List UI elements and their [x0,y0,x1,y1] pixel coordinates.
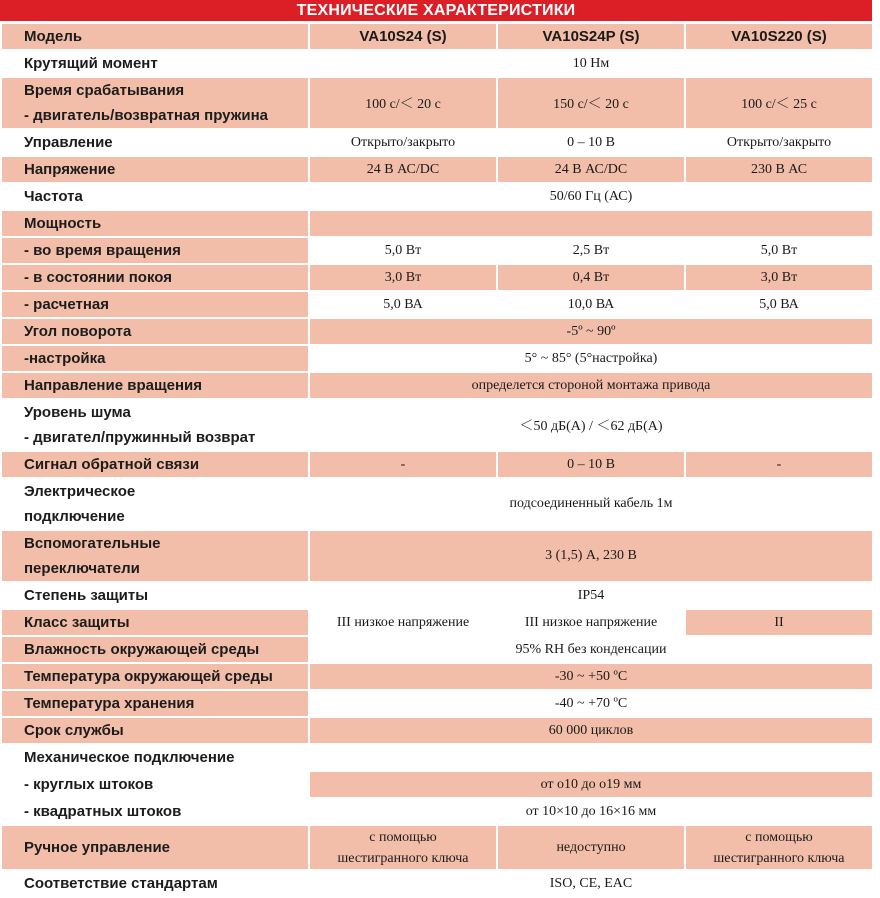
row-manual [1,825,873,870]
row-value-2: 150 с/＜ 20 с [497,77,685,129]
row-label [1,399,309,451]
row-frequency [1,183,873,210]
row-angle [1,318,873,345]
row-label: Крутящий момент [1,50,309,77]
row-label-line1: Электрическое [24,483,136,500]
row-time [1,77,873,129]
spec-table [0,22,874,898]
row-value-1: - [309,451,497,478]
row-label-line2: подключение [24,508,125,525]
row-label [1,478,309,530]
row-mech-square [1,798,873,825]
row-lifetime [1,717,873,744]
row-label: Влажность окружающей среды [1,636,309,663]
row-label-line2: - двигатель/возвратная пружина [24,107,268,124]
row-label-line1: Вспомогательные [24,535,161,552]
row-label-line1: Время срабатывания [24,82,185,99]
row-value-1-line2: шестигранного ключа [337,850,469,866]
row-label: Мощность [1,210,309,237]
row-label: Направление вращения [1,372,309,399]
row-label-line2: - двигател/пружинный возврат [24,429,256,446]
row-value: от 10×10 до 16×16 мм [309,798,873,825]
row-label: Напряжение [1,156,309,183]
row-mech [1,744,873,771]
row-humidity [1,636,873,663]
row-value-1: 5,0 ВА [309,291,497,318]
row-value: от о10 до о19 мм [309,771,873,798]
row-label: Частота [1,183,309,210]
row-value-1: 24 В АС/DС [309,156,497,183]
row-power-rated [1,291,873,318]
header-row [1,23,873,50]
row-value-3-line1: с помощью [745,829,813,845]
row-angle-adjust [1,345,873,372]
row-value-2: 24 В АС/DС [497,156,685,183]
row-power [1,210,873,237]
row-label: - расчетная [1,291,309,318]
row-label: -настройка [1,345,309,372]
row-label: - в состоянии покоя [1,264,309,291]
row-label: Степень защиты [1,582,309,609]
row-value-1 [309,825,497,870]
row-feedback [1,451,873,478]
row-value: 5° ~ 85° (5°настройка) [309,345,873,372]
row-value-3: 230 В АС [685,156,873,183]
row-value-1: Открыто/закрыто [309,129,497,156]
row-value-1: 5,0 Вт [309,237,497,264]
row-power-rest [1,264,873,291]
model-2: VA10S24P (S) [497,23,685,50]
row-value: 95% RH без конденсации [309,636,873,663]
row-value-3: Открыто/закрыто [685,129,873,156]
row-label: - во время вращения [1,237,309,264]
row-label: - квадратных штоков [1,798,309,825]
row-label: Соответствие стандартам [1,870,309,897]
row-class [1,609,873,636]
row-electrical [1,478,873,530]
row-value-3: - [685,451,873,478]
row-value-3: 5,0 Вт [685,237,873,264]
row-value: 10 Нм [309,50,873,77]
row-value-1-line1: с помощью [369,829,437,845]
row-mech-round [1,771,873,798]
row-label-line1: Уровень шума [24,404,131,421]
row-noise [1,399,873,451]
row-value-1: 100 с/＜ 20 с [309,77,497,129]
row-value: определется стороной монтажа привода [309,372,873,399]
row-value: 50/60 Гц (АС) [309,183,873,210]
row-value-3-line2: шестигранного ключа [713,850,845,866]
row-label: Сигнал обратной связи [1,451,309,478]
row-value: ＜50 дБ(А) / ＜62 дБ(А) [309,399,873,451]
row-storage-temp [1,690,873,717]
row-label: Температура окружающей среды [1,663,309,690]
row-value: подсоединенный кабель 1м [309,478,873,530]
row-label: Срок службы [1,717,309,744]
model-1: VA10S24 (S) [309,23,497,50]
row-torque [1,50,873,77]
row-label: - круглых штоков [1,771,309,798]
row-value-3: 5,0 ВА [685,291,873,318]
row-label: Управление [1,129,309,156]
row-value: 60 000 циклов [309,717,873,744]
row-value-1: III низкое напряжение [309,609,497,636]
row-label: Ручное управление [1,825,309,870]
row-value-1: 3,0 Вт [309,264,497,291]
row-value: 3 (1,5) А, 230 В [309,530,873,582]
row-value: -5º ~ 90º [309,318,873,345]
row-ip [1,582,873,609]
row-power-run [1,237,873,264]
row-value-2: 0 – 10 В [497,451,685,478]
row-value-3: 100 с/＜ 25 с [685,77,873,129]
row-value-3 [685,825,873,870]
row-label [1,530,309,582]
row-label: Температура хранения [1,690,309,717]
row-ambient-temp [1,663,873,690]
row-value-2: III низкое напряжение [497,609,685,636]
row-label: Класс защиты [1,609,309,636]
row-label-line2: переключатели [24,560,140,577]
row-value-2: недоступно [497,825,685,870]
row-value-2: 10,0 ВА [497,291,685,318]
row-aux [1,530,873,582]
header-label: Модель [1,23,309,50]
row-value-2: 0,4 Вт [497,264,685,291]
row-value: -30 ~ +50 ºС [309,663,873,690]
row-label [1,77,309,129]
row-label: Механическое подключение [1,744,309,771]
row-value-2: 0 – 10 В [497,129,685,156]
row-value-3: 3,0 Вт [685,264,873,291]
spec-title: ТЕХНИЧЕСКИЕ ХАРАКТЕРИСТИКИ [0,0,872,21]
row-value: -40 ~ +70 ºС [309,690,873,717]
row-label: Угол поворота [1,318,309,345]
row-control [1,129,873,156]
row-standards [1,870,873,897]
row-value-2: 2,5 Вт [497,237,685,264]
row-direction [1,372,873,399]
row-value: IP54 [309,582,873,609]
model-3: VA10S220 (S) [685,23,873,50]
row-voltage [1,156,873,183]
row-value: ISO, CE, EAC [309,870,873,897]
row-value-3: II [685,609,873,636]
